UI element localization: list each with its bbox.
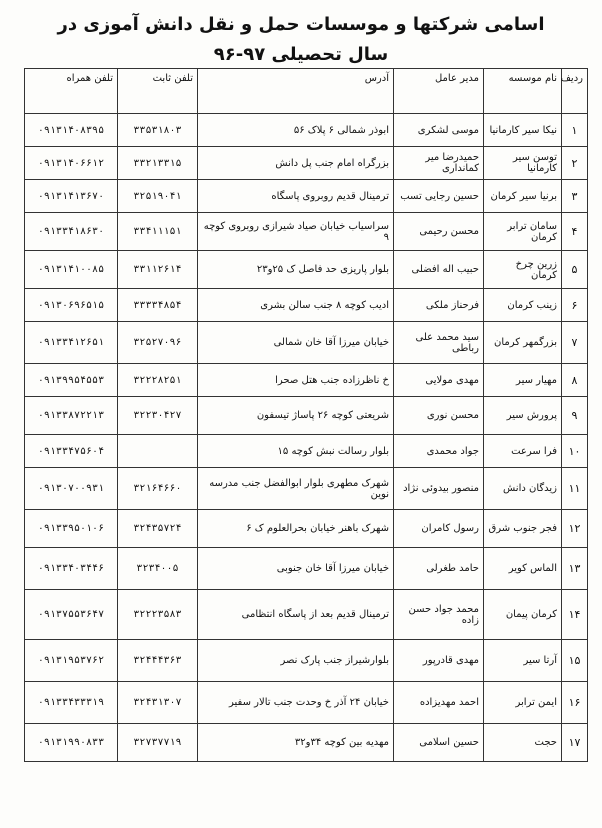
landline-phone: ۳۳۳۳۴۸۵۴ — [118, 289, 198, 322]
manager-name: حسین رجایی تسب — [394, 180, 484, 213]
table-row — [25, 364, 588, 397]
company-name: فجر جنوب شرق — [484, 510, 562, 548]
company-name: فرا سرعت — [484, 435, 562, 468]
manager-name: فرحناز ملکی — [394, 289, 484, 322]
row-number: ۹ — [562, 397, 588, 435]
manager-name: حبیب اله افضلی — [394, 251, 484, 289]
address: بزرگراه امام جنب پل دانش — [198, 147, 394, 180]
table-row — [25, 724, 588, 762]
table-row — [25, 640, 588, 682]
address: بلوار پاریزی حد فاصل ک ۲۵و۲۳ — [198, 251, 394, 289]
header-manager: مدیر عامل — [394, 69, 484, 114]
row-number: ۱۱ — [562, 468, 588, 510]
table-row — [25, 590, 588, 640]
address: بلوار رسالت نبش کوچه ۱۵ — [198, 435, 394, 468]
row-number: ۸ — [562, 364, 588, 397]
manager-name: سید محمد علی رباطی — [394, 322, 484, 364]
mobile-phone: ۰۹۱۳۳۴۳۳۳۱۹ — [25, 682, 118, 724]
address: شهرک باهنر خیابان بحرالعلوم ک ۶ — [198, 510, 394, 548]
table-row — [25, 435, 588, 468]
mobile-phone: ۰۹۱۳۳۴۱۲۶۵۱ — [25, 322, 118, 364]
table-row — [25, 180, 588, 213]
address: مهدیه بین کوچه ۳۴و۳۲ — [198, 724, 394, 762]
company-name: بزرگمهر کرمان — [484, 322, 562, 364]
company-name: نیکا سیر کارمانیا — [484, 114, 562, 147]
table-row — [25, 548, 588, 590]
company-name: زیدگان دانش — [484, 468, 562, 510]
address: خیابان میرزا آقا خان جنوبی — [198, 548, 394, 590]
address: خیابان ۲۴ آذر خ وحدت جنب تالار سفیر — [198, 682, 394, 724]
mobile-phone: ۰۹۱۳۳۸۷۲۲۱۳ — [25, 397, 118, 435]
header-row-number: ردیف — [562, 69, 588, 114]
address: ابوذر شمالی ۶ پلاک ۵۶ — [198, 114, 394, 147]
mobile-phone: ۰۹۱۳۱۴۰۶۶۱۲ — [25, 147, 118, 180]
mobile-phone: ۰۹۱۳۱۹۹۰۸۳۳ — [25, 724, 118, 762]
landline-phone: ۳۲۴۳۱۳۰۷ — [118, 682, 198, 724]
landline-phone: ۳۲۵۱۹۰۴۱ — [118, 180, 198, 213]
landline-phone: ۳۲۲۳۰۴۲۷ — [118, 397, 198, 435]
manager-name: مهدی قادرپور — [394, 640, 484, 682]
landline-phone: ۳۲۴۳۵۷۲۴ — [118, 510, 198, 548]
company-name: الماس کویر — [484, 548, 562, 590]
table-row — [25, 468, 588, 510]
row-number: ۵ — [562, 251, 588, 289]
mobile-phone: ۰۹۱۳۳۹۵۰۱۰۶ — [25, 510, 118, 548]
table-row — [25, 114, 588, 147]
company-name: کرمان پیمان — [484, 590, 562, 640]
table-header-row — [25, 69, 588, 114]
row-number: ۱۶ — [562, 682, 588, 724]
table-row — [25, 147, 588, 180]
landline-phone: ۳۲۱۶۴۶۶۰ — [118, 468, 198, 510]
manager-name: منصور بیدوئی نژاد — [394, 468, 484, 510]
mobile-phone: ۰۹۱۳۷۵۵۳۶۴۷ — [25, 590, 118, 640]
manager-name: جواد محمدی — [394, 435, 484, 468]
address: شریعتی کوچه ۲۶ پاساژ تیسفون — [198, 397, 394, 435]
landline-phone — [118, 435, 198, 468]
address: سراسیاب خیابان صیاد شیرازی روبروی کوچه ۹ — [198, 213, 394, 251]
landline-phone: ۳۲۲۲۳۵۸۳ — [118, 590, 198, 640]
address: ترمینال قدیم بعد از پاسگاه انتظامی — [198, 590, 394, 640]
landline-phone: ۳۳۵۳۱۸۰۳ — [118, 114, 198, 147]
company-name: زینب کرمان — [484, 289, 562, 322]
company-name: سامان ترابر کرمان — [484, 213, 562, 251]
manager-name: حمیدرضا میر کمانداری — [394, 147, 484, 180]
landline-phone: ۳۲۲۲۸۲۵۱ — [118, 364, 198, 397]
company-name: پرورش سیر — [484, 397, 562, 435]
company-name: مهیار سیر — [484, 364, 562, 397]
manager-name: مهدی مولایی — [394, 364, 484, 397]
table-row — [25, 289, 588, 322]
manager-name: رسول کامران — [394, 510, 484, 548]
row-number: ۶ — [562, 289, 588, 322]
address: شهرک مطهری بلوار ابوالفضل جنب مدرسه نوین — [198, 468, 394, 510]
mobile-phone: ۰۹۱۳۱۹۵۳۷۶۲ — [25, 640, 118, 682]
companies-table — [24, 68, 588, 762]
landline-phone: ۳۳۴۱۱۱۵۱ — [118, 213, 198, 251]
mobile-phone: ۰۹۱۳۳۴۱۸۶۳۰ — [25, 213, 118, 251]
row-number: ۱۵ — [562, 640, 588, 682]
table-row — [25, 251, 588, 289]
row-number: ۱۷ — [562, 724, 588, 762]
manager-name: حسین اسلامی — [394, 724, 484, 762]
landline-phone: ۳۲۵۲۷۰۹۶ — [118, 322, 198, 364]
row-number: ۱۴ — [562, 590, 588, 640]
address: خ ناظرزاده جنب هتل صحرا — [198, 364, 394, 397]
address: ادیب کوچه ۸ جنب سالن بشری — [198, 289, 394, 322]
mobile-phone: ۰۹۱۳۹۹۵۴۵۵۳ — [25, 364, 118, 397]
manager-name: حامد طغرلی — [394, 548, 484, 590]
table-row — [25, 213, 588, 251]
manager-name: احمد مهدیزاده — [394, 682, 484, 724]
row-number: ۴ — [562, 213, 588, 251]
mobile-phone: ۰۹۱۳۱۴۱۳۶۷۰ — [25, 180, 118, 213]
table-row — [25, 510, 588, 548]
mobile-phone: ۰۹۱۳۱۴۰۸۳۹۵ — [25, 114, 118, 147]
landline-phone: ۳۲۷۳۷۷۱۹ — [118, 724, 198, 762]
company-name: ایمن ترابر — [484, 682, 562, 724]
table-row — [25, 682, 588, 724]
landline-phone: ۳۳۱۱۲۶۱۴ — [118, 251, 198, 289]
page-title: اسامی شرکتها و موسسات حمل و نقل دانش آموزی در سال تحصیلی ۹۷-۹۶ — [57, 14, 545, 65]
mobile-phone: ۰۹۱۳۱۴۱۰۰۸۵ — [25, 251, 118, 289]
manager-name: موسی لشکری — [394, 114, 484, 147]
company-name: آرتا سیر — [484, 640, 562, 682]
company-name: حجت — [484, 724, 562, 762]
manager-name: محسن رحیمی — [394, 213, 484, 251]
table-row — [25, 397, 588, 435]
row-number: ۱۲ — [562, 510, 588, 548]
manager-name: محسن نوری — [394, 397, 484, 435]
mobile-phone: ۰۹۱۳۰۶۹۶۵۱۵ — [25, 289, 118, 322]
row-number: ۱ — [562, 114, 588, 147]
row-number: ۲ — [562, 147, 588, 180]
address: ترمینال قدیم روبروی پاسگاه — [198, 180, 394, 213]
table-row — [25, 322, 588, 364]
address: بلوارشیراز جنب پارک نصر — [198, 640, 394, 682]
mobile-phone: ۰۹۱۳۳۴۰۳۴۴۶ — [25, 548, 118, 590]
header-mobile: تلفن همراه — [25, 69, 118, 114]
mobile-phone: ۰۹۱۳۰۷۰۰۹۳۱ — [25, 468, 118, 510]
landline-phone: ۳۲۳۴۰۰۵ — [118, 548, 198, 590]
row-number: ۳ — [562, 180, 588, 213]
company-name: زرین چرخ کرمان — [484, 251, 562, 289]
header-landline: تلفن ثابت — [118, 69, 198, 114]
address: خیابان میرزا آقا خان شمالی — [198, 322, 394, 364]
row-number: ۱۰ — [562, 435, 588, 468]
company-name: توسن سیر کارمانیا — [484, 147, 562, 180]
header-address: آدرس — [198, 69, 394, 114]
landline-phone: ۳۲۴۴۴۳۶۳ — [118, 640, 198, 682]
manager-name: محمد جواد حسن زاده — [394, 590, 484, 640]
table-body — [25, 114, 588, 762]
row-number: ۱۳ — [562, 548, 588, 590]
company-name: برنیا سیر کرمان — [484, 180, 562, 213]
mobile-phone: ۰۹۱۳۳۴۷۵۶۰۴ — [25, 435, 118, 468]
row-number: ۷ — [562, 322, 588, 364]
header-name: نام موسسه — [484, 69, 562, 114]
landline-phone: ۳۳۲۱۳۳۱۵ — [118, 147, 198, 180]
